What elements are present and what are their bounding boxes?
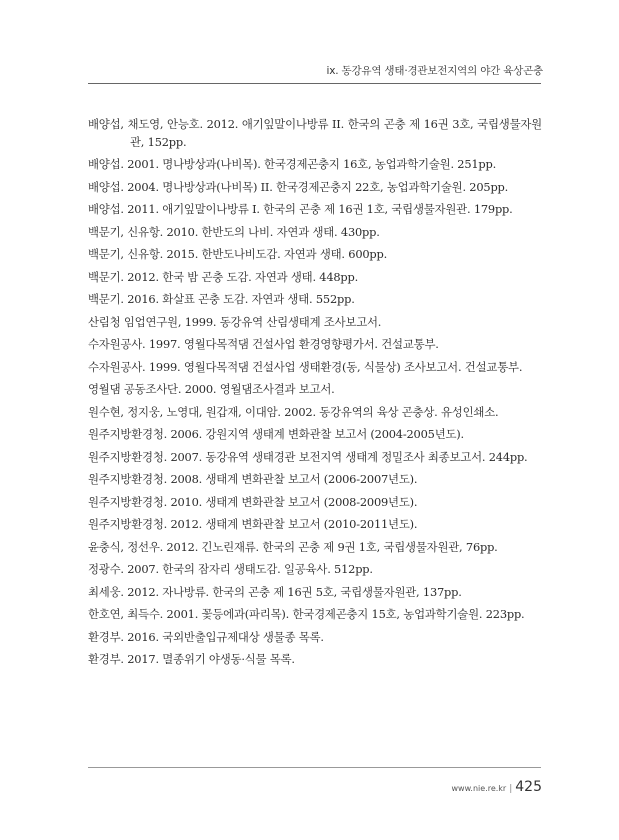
reference-item: 원주지방환경청. 2008. 생태계 변화관찰 보고서 (2006-2007년도).	[88, 472, 418, 486]
header-divider	[88, 83, 541, 84]
reference-item: 윤충식, 정선우. 2012. 긴노린재류. 한국의 곤충 제 9권 1호, 국립생물자원관, 76pp.	[88, 539, 498, 554]
reference-item: 배양섭, 채도영, 안능호. 2012. 애기잎말이나방류 II. 한국의 곤충 제 16권 3호, 국립생물자원관, 152pp.	[88, 117, 542, 149]
reference-item: 환경부. 2016. 국외반출입규제대상 생물종 목록.	[88, 629, 324, 644]
website-link[interactable]: www.nie.re.kr	[451, 784, 507, 793]
reference-item: 원주지방환경청. 2007. 동강유역 생태경관 보전지역 생태계 정밀조사 최종보고서. 244pp.	[88, 449, 528, 464]
reference-item: 한호연, 최득수. 2001. 꽃등에과(파리목). 한국경제곤충지 15호, 농업과학기술원. 223pp.	[88, 607, 525, 621]
reference-item: 백문기, 신유항. 2010. 한반도의 나비. 자연과 생태. 430pp.	[88, 224, 380, 239]
reference-item: 백문기. 2016. 화살표 곤충 도감. 자연과 생태. 552pp.	[88, 292, 355, 306]
reference-item: 원수현, 정지웅, 노영대, 원갑재, 이대암. 2002. 동강유역의 육상 곤충상. 유성인쇄소.	[88, 404, 499, 419]
reference-item: 산림청 임업연구원, 1999. 동강유역 산림생태계 조사보고서.	[88, 314, 382, 329]
reference-item: 영월댐 공동조사단. 2000. 영월댐조사결과 보고서.	[88, 382, 335, 396]
reference-item: 정광수. 2007. 한국의 잠자리 생태도감. 일공육사. 512pp.	[88, 562, 373, 576]
reference-item: 배양섭. 2001. 명나방상과(나비목). 한국경제곤충지 16호, 농업과학기술원. 251pp.	[88, 157, 497, 171]
page-number: 425	[515, 779, 542, 795]
reference-item: 수자원공사. 1997. 영월다목적댐 건설사업 환경영향평가서. 건설교통부.	[88, 337, 439, 351]
reference-item: 백문기, 신유항. 2015. 한반도나비도감. 자연과 생태. 600pp.	[88, 247, 388, 261]
reference-list	[88, 116, 542, 674]
reference-item: 원주지방환경청. 2006. 강원지역 생태계 변화관찰 보고서 (2004-2005년도).	[88, 427, 464, 441]
running-header: ix. 동강유역 생태·경관보전지역의 야간 육상곤충	[326, 65, 543, 77]
page-footer	[452, 776, 542, 795]
footer-separator: |	[509, 784, 513, 794]
reference-item: 원주지방환경청. 2012. 생태계 변화관찰 보고서 (2010-2011년도).	[88, 517, 418, 531]
reference-item: 최세웅. 2012. 자나방류. 한국의 곤충 제 16권 5호, 국립생물자원관, 137pp.	[88, 584, 462, 599]
reference-item: 원주지방환경청. 2010. 생태계 변화관찰 보고서 (2008-2009년도).	[88, 494, 418, 509]
reference-item: 환경부. 2017. 멸종위기 야생동·식물 목록.	[88, 652, 295, 666]
reference-item: 배양섭. 2011. 애기잎말이나방류 I. 한국의 곤충 제 16권 1호, 국립생물자원관. 179pp.	[88, 202, 513, 216]
footer-divider	[88, 767, 541, 768]
reference-item: 배양섭. 2004. 명나방상과(나비목) II. 한국경제곤충지 22호, 농업과학기술원. 205pp.	[88, 179, 509, 194]
reference-item: 수자원공사. 1999. 영월다목적댐 건설사업 생태환경(동, 식물상) 조사보고서. 건설교통부.	[88, 359, 523, 374]
reference-item: 백문기. 2012. 한국 밤 곤충 도감. 자연과 생태. 448pp.	[88, 269, 359, 284]
